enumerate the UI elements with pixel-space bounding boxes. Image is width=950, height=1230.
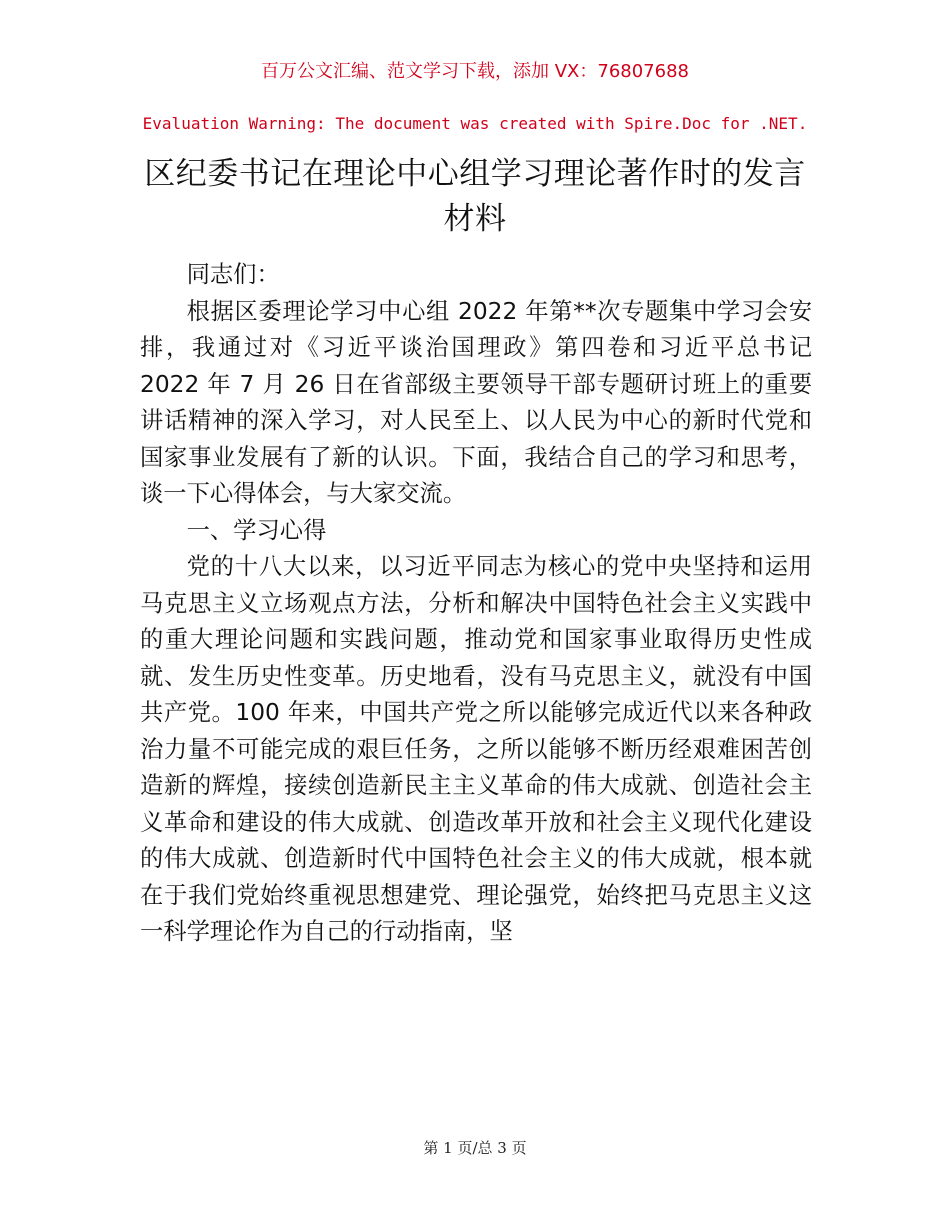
header-banner: 百万公文汇编、范文学习下载，添加 VX：76807688 — [261, 61, 689, 82]
document-title: 区纪委书记在理论中心组学习理论著作时的发言材料 — [144, 156, 806, 237]
section-heading: 一、学习心得 — [186, 516, 327, 544]
paragraph-intro: 根据区委理论学习中心组 2022 年第**次专题集中学习会安排，我通过对《习近平谈治国理政》第四卷和习近平总书记 2022 年 7 月 26 日在省部级主要领导干部专题研讨班上的重要讲话精神的深入学习，对人民至上、以人民为中心的新时代党和国家事业发展有了新的认识。下面，我结合自己的学习和思考，谈一下心得体会，与大家交流。 — [140, 297, 812, 507]
paragraph-body: 党的十八大以来，以习近平同志为核心的党中央坚持和运用马克思主义立场观点方法，分析和解决中国特色社会主义实践中的重大理论问题和实践问题，推动党和国家事业取得历史性成就、发生历史性变革。历史地看，没有马克思主义，就没有中国共产党。100 年来，中国共产党之所以能够完成近代以来各种政治力量不可能完成的艰巨任务，之所以能够不断历经艰难困苦创造新的辉煌，接续创造新民主主义革命的伟大成就、创造社会主义革命和建设的伟大成就、创造改革开放和社会主义现代化建设的伟大成就、创造新时代中国特色社会主义的伟大成就，根本就在于我们党始终重视思想建党、理论强党，始终把马克思主义这一科学理论作为自己的行动指南，坚 — [140, 553, 812, 945]
salutation: 同志们： — [186, 261, 280, 288]
page-number-footer: 第 1 页/总 3 页 — [423, 1139, 527, 1157]
document-body — [140, 257, 812, 951]
evaluation-warning: Evaluation Warning: The document was created with Spire.Doc for .NET. — [142, 114, 808, 133]
